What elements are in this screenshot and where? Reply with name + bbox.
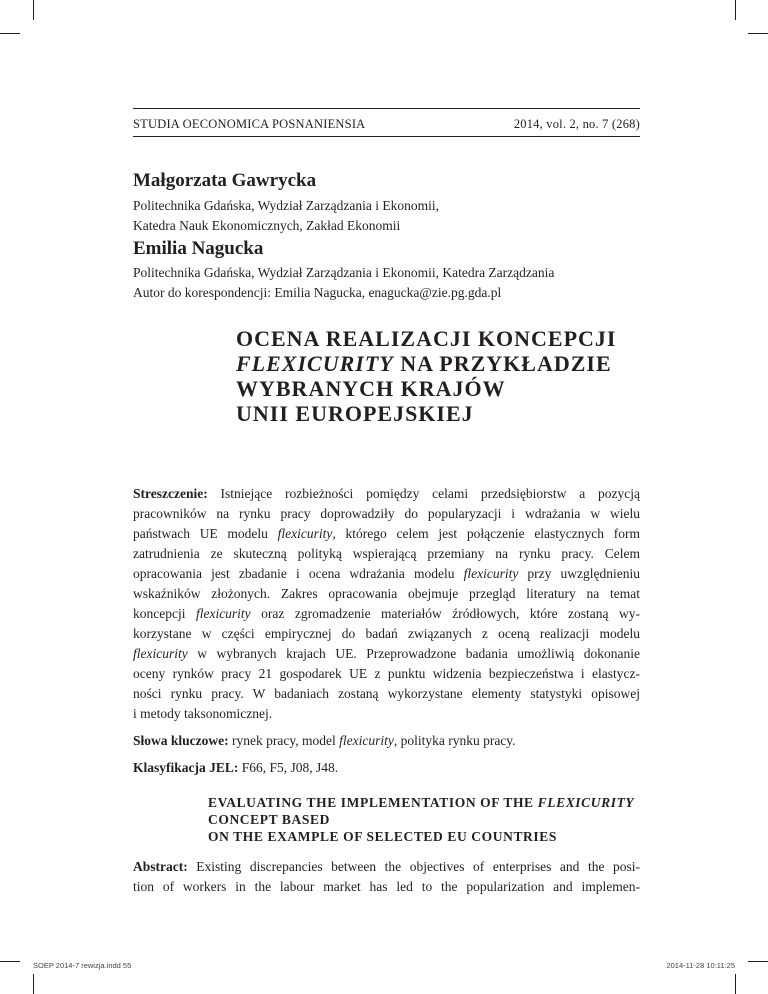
crop-mark <box>748 961 768 962</box>
streszczenie-line: pracowników na rynku pracy doprowadziły do popularyzacji i wdrażania w wielu <box>133 506 640 521</box>
header-rule-top <box>133 108 640 109</box>
streszczenie-line: korzystane w części empirycznej do badań związanych z oceną realizacji modelu <box>133 626 640 641</box>
streszczenie-line: państwach UE modelu flexicurity, którego celem jest połączenie elastycznych form <box>133 526 641 541</box>
author-affiliation: Politechnika Gdańska, Wydział Zarządzania i Ekonomii, Katedra Zarządzania Autor do korespondencji: Emilia Nagucka, enagucka@zie.pg.gda.pl <box>133 265 555 300</box>
streszczenie-line: i metody taksonomicznej. <box>133 706 273 721</box>
crop-mark <box>33 0 34 20</box>
author-name: Emilia Nagucka <box>133 238 264 259</box>
streszczenie-paragraph <box>133 484 640 724</box>
keywords: Słowa kluczowe: rynek pracy, model flexicurity, polityka rynku pracy. <box>133 733 516 748</box>
abstract-line: tion of workers in the labour market has led to the popularization and implemen- <box>133 879 640 894</box>
streszczenie-line: zatrudnienia ze skuteczną polityką wspierającą przemiany na rynku pracy. Celem <box>133 546 640 561</box>
crop-mark <box>735 0 736 20</box>
crop-mark <box>0 33 20 34</box>
crop-mark <box>0 961 20 962</box>
journal-volume: 2014, vol. 2, no. 7 (268) <box>513 117 640 131</box>
crop-mark <box>748 33 768 34</box>
streszczenie-line: wskaźników złożonych. Zakres opracowania obejmuje przegląd literatury na temat <box>133 586 640 601</box>
crop-mark <box>735 974 736 994</box>
header-rule-bottom <box>133 136 640 137</box>
jel-classification: Klasyfikacja JEL: F66, F5, J08, J48. <box>133 760 339 775</box>
author-affiliation: Politechnika Gdańska, Wydział Zarządzania i Ekonomii, Katedra Nauk Ekonomicznych, Zakład Ekonomii <box>133 198 439 233</box>
streszczenie-line: ności rynku pracy. W badaniach zostaną wykorzystane elementy statystyki opisowej <box>133 686 640 701</box>
abstract-paragraph <box>133 857 640 897</box>
streszczenie-line: flexicurity w wybranych krajach UE. Przeprowadzone badania umożliwią dokonanie <box>133 646 640 661</box>
english-title: EVALUATING THE IMPLEMENTATION OF THE FLEXICURITY CONCEPT BASED ON THE EXAMPLE OF SELECTED EU COUNTRIES <box>208 795 635 844</box>
footer-timestamp: 2014-11-28 10:11:25 <box>666 961 735 970</box>
crop-mark <box>33 974 34 994</box>
streszczenie-line: opracowania jest zbadanie i ocena wdrażania modelu flexicurity przy uwzględnieniu <box>133 566 640 581</box>
article-title: OCENA REALIZACJI KONCEPCJI FLEXICURITY NA PRZYKŁADZIE WYBRANYCH KRAJÓW UNII EUROPEJSKIEJ <box>236 326 617 426</box>
abstract-line: Abstract: Existing discrepancies between the objectives of enterprises and the posi- <box>133 859 640 874</box>
streszczenie-line: oceny rynków pracy 21 gospodarek UE z punktu widzenia bezpieczeństwa i elastycz- <box>133 666 640 681</box>
streszczenie-line: koncepcji flexicurity oraz zgromadzenie materiałów źródłowych, które zostaną wy- <box>133 606 640 621</box>
journal-name: STUDIA OECONOMICA POSNANIENSIA <box>133 117 366 131</box>
streszczenie-line: Streszczenie: Istniejące rozbieżności pomiędzy celami przedsiębiorstw a pozycją <box>133 486 640 501</box>
footer-file: SOEP 2014-7 rewizja.indd 55 <box>33 961 132 970</box>
author-name: Małgorzata Gawrycka <box>133 170 317 191</box>
